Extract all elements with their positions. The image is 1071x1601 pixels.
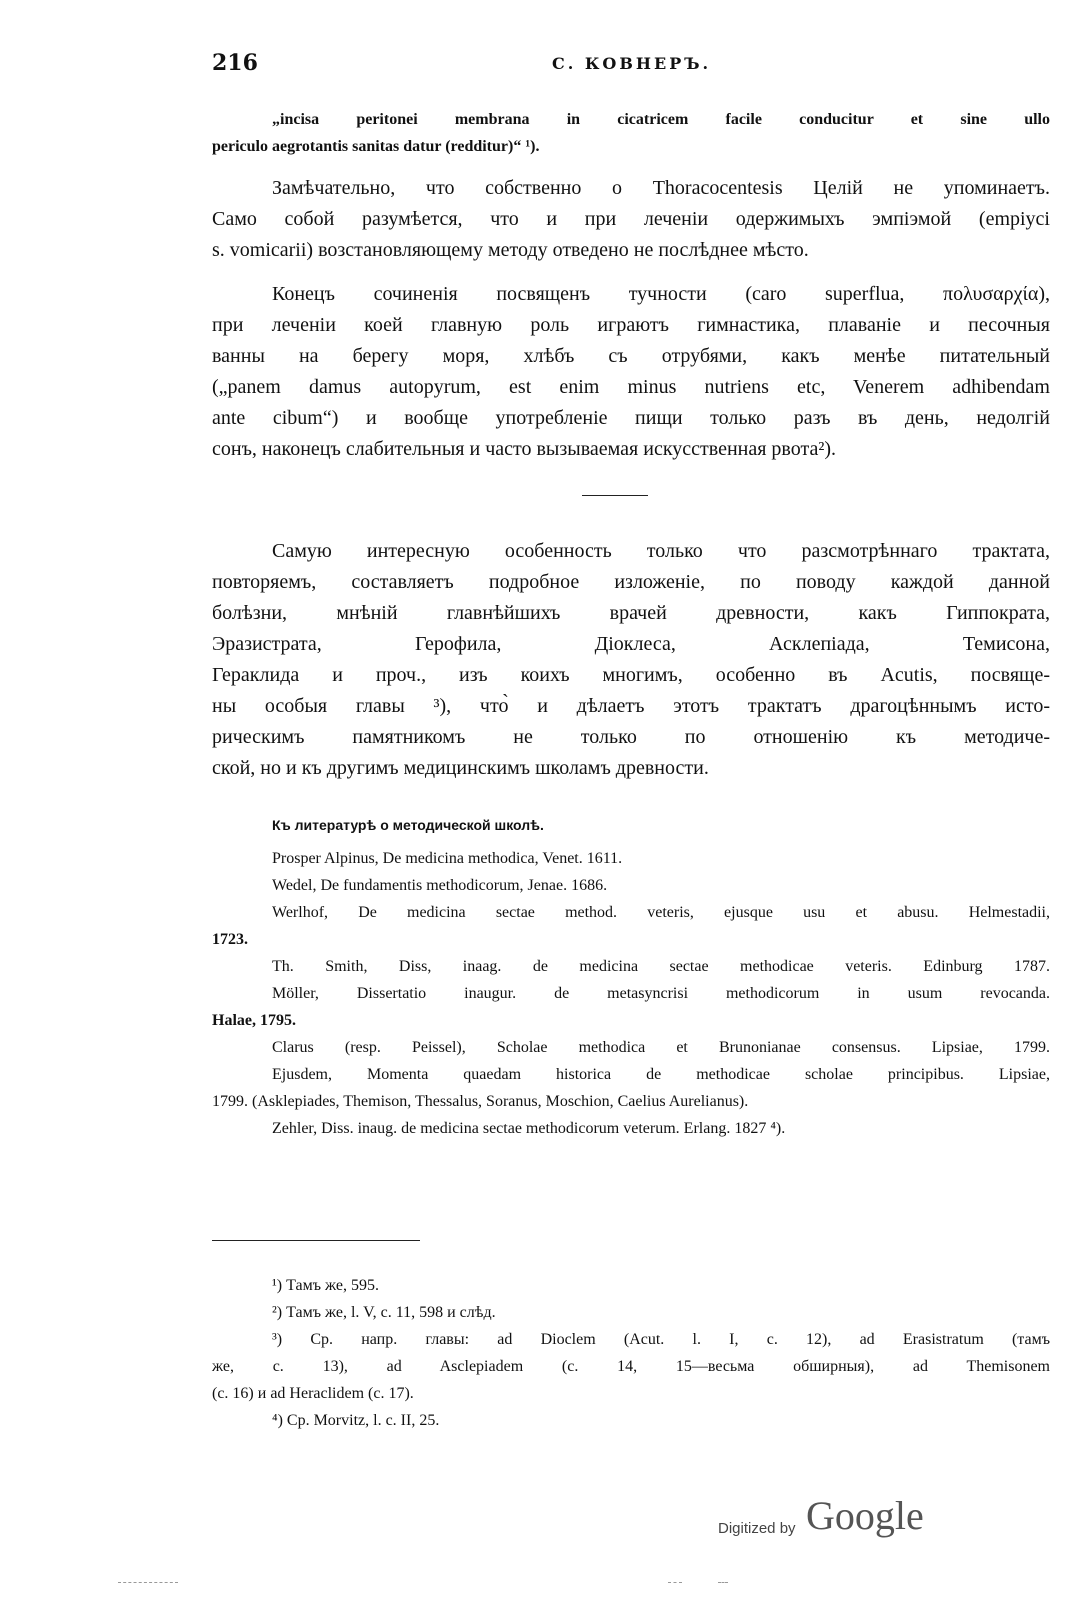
paragraph-3 <box>212 536 1050 784</box>
literature-entry: Wedel, De fundamentis methodicorum, Jenae. 1686. <box>272 877 608 894</box>
scan-artifact <box>118 1582 178 1583</box>
text-line: повторяемъ, составляетъ подробное изложеніе, по поводу каждой данной <box>212 571 1050 593</box>
running-head: С. КОВНЕРЪ. <box>552 54 712 73</box>
text-line: рическимъ памятникомъ не только по отношенію къ методиче- <box>212 726 1050 748</box>
page-header <box>212 50 1050 80</box>
literature-entry: 1723. <box>212 931 248 948</box>
footnote: (c. 16) и ad Heraclidem (c. 17). <box>212 1385 414 1402</box>
text-line: при леченіи коей главную роль играютъ гимнастика, плаваніе и песочныя <box>212 314 1050 336</box>
text-line: ской, но и къ другимъ медицинскимъ школамъ древности. <box>212 757 709 779</box>
text-line: Самую интересную особенность только что разсмотрѣннаго трактата, <box>272 540 1050 562</box>
intro-quote <box>212 106 1050 160</box>
literature-entry: Werlhof, De medicina sectae method. veteris, ejusque usu et abusu. Helmestadii, <box>272 904 1050 921</box>
paragraph-2 <box>212 279 1050 465</box>
literature-entry: Prosper Alpinus, De medicina methodica, Venet. 1611. <box>272 850 623 867</box>
text-line: Замѣчательно, что собственно о Thoracocentesis Целій не упоминаетъ. <box>272 177 1050 199</box>
literature-section <box>212 813 1050 1142</box>
paragraph-1 <box>212 173 1050 266</box>
text-line: („panem damus autopyrum, est enim minus nutriens etc, Venerem adhibendam <box>212 376 1050 398</box>
literature-entry: Zehler, Diss. inaug. de medicina sectae methodicorum veterum. Erlang. 1827 ⁴). <box>272 1120 786 1137</box>
footnotes <box>212 1272 1050 1434</box>
scan-artifact <box>668 1582 682 1583</box>
footnote-rule <box>212 1240 420 1241</box>
literature-entry: Ejusdem, Momenta quaedam historica de methodicae scholae principibus. Lipsiae, <box>272 1066 1050 1083</box>
footnote: ³) Ср. напр. главы: ad Dioclem (Acut. l. I, c. 12), ad Erasistratum (тамъ <box>272 1331 1050 1348</box>
scan-artifact <box>718 1582 728 1583</box>
text-line: Гераклида и проч., изъ коихъ многимъ, особенно въ Acutis, посвяще- <box>212 664 1050 686</box>
text-line: ванны на берегу моря, хлѣбъ съ отрубями, какъ менѣе питательный <box>212 345 1050 367</box>
literature-entry: 1799. (Asklepiades, Themison, Thessalus, Soranus, Moschion, Caelius Aurelianus). <box>212 1093 749 1110</box>
literature-entry: Möller, Dissertatio inaugur. de metasyncrisi methodicorum in usum revocanda. <box>272 985 1050 1002</box>
text-line: ны особыя главы ³), что̀ и дѣлаетъ этотъ трактатъ драгоцѣннымъ исто- <box>212 695 1050 717</box>
text-line: сонъ, наконецъ слабительныя и часто вызываемая искусственная рвота²). <box>212 438 836 460</box>
literature-entry: Th. Smith, Diss, inaag. de medicina sectae methodicae veteris. Edinburg 1787. <box>272 958 1050 975</box>
footnote: ⁴) Ср. Morvitz, l. c. II, 25. <box>272 1412 440 1429</box>
footnote: же, c. 13), ad Asclepiadem (c. 14, 15—весьма обширныя), ad Themisonem <box>212 1358 1050 1375</box>
footnote: ¹) Тамъ же, 595. <box>272 1277 379 1294</box>
text-line: болѣзни, мнѣній главнѣйшихъ врачей древности, какъ Гиппократа, <box>212 602 1050 624</box>
text-line: ante cibum“) и вообще употребленіе пищи только разъ въ день, недолгій <box>212 407 1050 429</box>
text-line: Эразистрата, Герофила, Діоклеса, Асклепіада, Темисона, <box>212 633 1050 655</box>
text-line: periculo aegrotantis sanitas datur (redditur)“ ¹). <box>212 138 540 155</box>
literature-entry: Halae, 1795. <box>212 1012 296 1029</box>
literature-heading: Къ литературѣ о методической школѣ. <box>272 817 544 833</box>
literature-entry: Clarus (resp. Peissel), Scholae methodica et Brunonianae consensus. Lipsiae, 1799. <box>272 1039 1050 1056</box>
text-line: Само собой разумѣется, что и при леченіи одержимыхъ эмпіэмой (empiyci <box>212 208 1050 230</box>
text-line: s. vomicarii) возстановляющему методу отведено не послѣднее мѣсто. <box>212 239 809 261</box>
footnote: ²) Тамъ же, l. V, c. 11, 598 и слѣд. <box>272 1304 496 1321</box>
section-divider <box>582 495 648 496</box>
text-line: „incisa peritonei membrana in cicatricem facile conducitur et sine ullo <box>272 111 1050 128</box>
text-line: Конецъ сочиненія посвященъ тучности (caro superflua, πολυσαρχία), <box>272 283 1050 305</box>
page-number: 216 <box>212 50 258 76</box>
watermark-prefix: Digitized by <box>718 1520 796 1537</box>
google-logo: Google <box>806 1493 924 1538</box>
